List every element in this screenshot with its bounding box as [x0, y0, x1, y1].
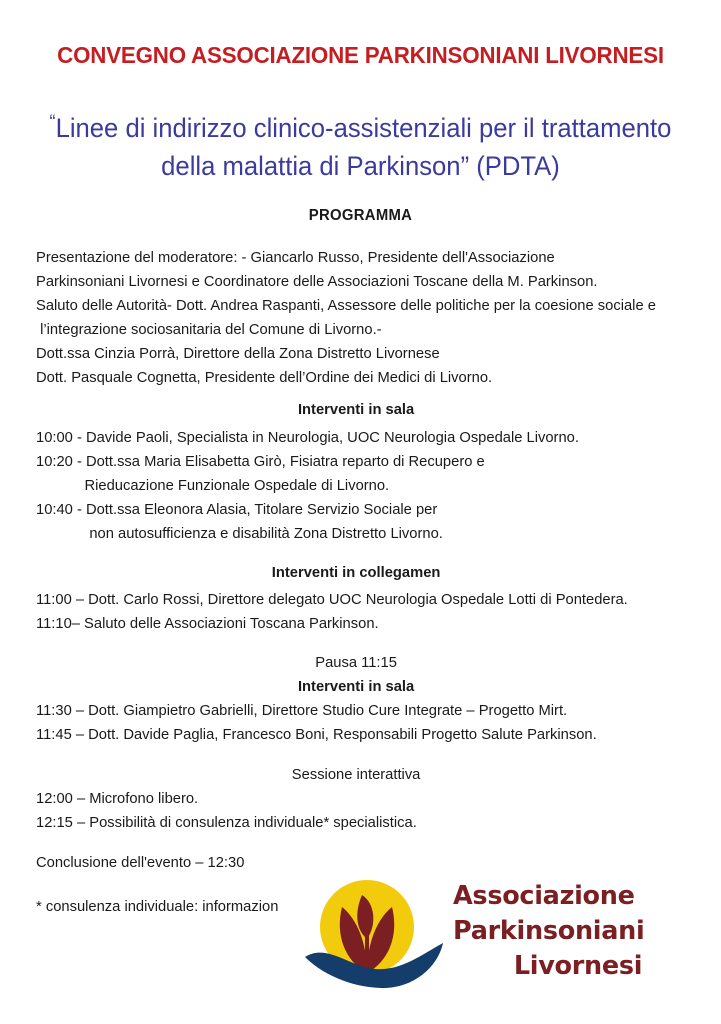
section-interventi-collegamento — [36, 588, 676, 636]
section-heading-interventi-sala-1: Interventi in sala — [297, 401, 415, 418]
intro-paragraph — [36, 246, 676, 390]
intro-line: Dott. Pasquale Cognetta, Presidente dell’Ordine dei Medici di Livorno. — [36, 369, 493, 386]
schedule-item: 11:45 – Dott. Davide Paglia, Francesco Boni, Responsabili Progetto Salute Parkinson. — [36, 726, 597, 743]
section-heading-interventi-collegamento: Interventi in collegamen — [271, 564, 441, 581]
schedule-item: 10:00 - Davide Paoli, Specialista in Neurologia, UOC Neurologia Ospedale Livorno. — [36, 429, 579, 446]
logo-text-line-1: Associazione — [453, 881, 635, 911]
section-sessione-interattiva — [36, 787, 676, 835]
intro-line: Presentazione del moderatore: - Giancarlo Russo, Presidente dell'Associazione — [36, 249, 555, 266]
logo-mark-icon — [305, 873, 445, 991]
section-pausa-interventi-sala-2 — [36, 651, 676, 747]
section-heading-sessione-interattiva: Sessione interattiva — [291, 766, 421, 783]
logo-text-line-3: Livornesi — [513, 951, 643, 981]
schedule-item: 12:00 – Microfono libero. — [36, 790, 199, 807]
intro-line: Saluto delle Autorità- Dott. Andrea Raspanti, Assessore delle politiche per la coesione sociale e — [36, 297, 656, 314]
intro-line: Parkinsoniani Livornesi e Coordinatore delle Associazioni Toscane della M. Parkinson. — [36, 273, 598, 290]
schedule-item: 10:20 - Dott.ssa Maria Elisabetta Girò, Fisiatra reparto di Recupero e — [36, 453, 485, 470]
association-logo — [305, 873, 705, 993]
schedule-item: 10:40 - Dott.ssa Eleonora Alasia, Titolare Servizio Sociale per — [36, 501, 438, 518]
page-subtitle — [18, 104, 703, 185]
section-interventi-sala-1 — [36, 426, 676, 546]
open-quote: “ — [49, 112, 56, 133]
footnote-text: * consulenza individuale: informazion — [36, 898, 279, 915]
pausa-label: Pausa 11:15 — [315, 654, 397, 671]
subtitle-line-2: della malattia di Parkinson” (PDTA) — [161, 151, 560, 181]
intro-line: l’integrazione sociosanitaria del Comune di Livorno.- — [36, 321, 382, 338]
conclusione-line — [36, 851, 676, 875]
schedule-item: 11:10– Saluto delle Associazioni Toscana Parkinson. — [36, 615, 379, 632]
schedule-item-continuation: Rieducazione Funzionale Ospedale di Livorno. — [84, 477, 390, 494]
schedule-item-continuation: non autosufficienza e disabilità Zona Distretto Livorno. — [89, 525, 443, 542]
programma-heading: PROGRAMMA — [308, 207, 413, 224]
subtitle-text-1: Linee di indirizzo clinico-assistenziali per il trattamento — [55, 113, 672, 143]
logo-text — [453, 879, 703, 984]
logo-text-line-2: Parkinsoniani — [453, 916, 645, 946]
schedule-item: 11:00 – Dott. Carlo Rossi, Direttore delegato UOC Neurologia Ospedale Lotti di Pontedera. — [36, 591, 628, 608]
schedule-item: 12:15 – Possibilità di consulenza individuale* specialistica. — [36, 814, 417, 831]
subtitle-line-1 — [18, 104, 703, 147]
section-heading-interventi-sala-2: Interventi in sala — [297, 678, 415, 695]
intro-line: Dott.ssa Cinzia Porrà, Direttore della Zona Distretto Livornese — [36, 345, 440, 362]
conclusione-text: Conclusione dell'evento – 12:30 — [36, 854, 245, 871]
page-title: CONVEGNO ASSOCIAZIONE PARKINSONIANI LIVORNESI — [57, 42, 664, 68]
schedule-item: 11:30 – Dott. Giampietro Gabrielli, Direttore Studio Cure Integrate – Progetto Mirt. — [36, 702, 568, 719]
